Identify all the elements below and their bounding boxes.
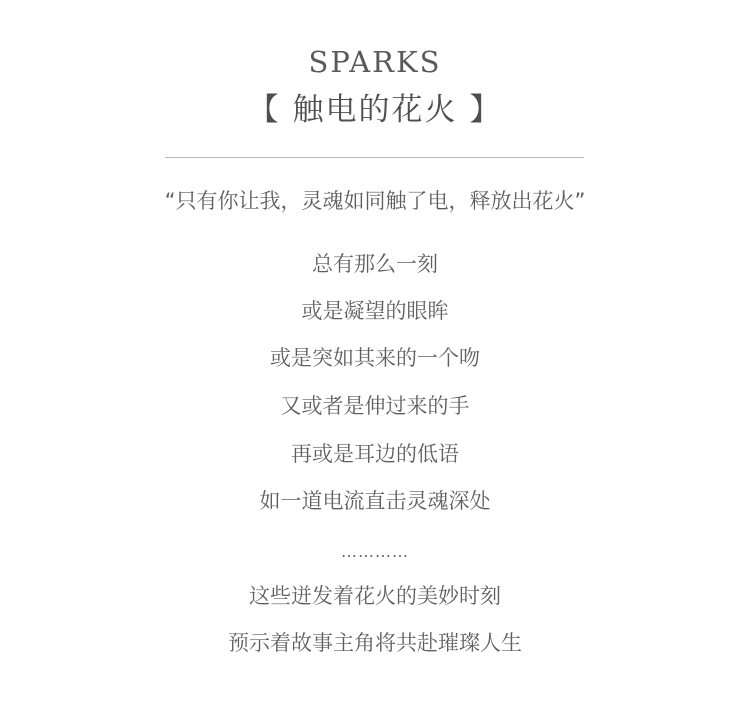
poem-line-8: 预示着故事主角将共赴璀璨人生 xyxy=(228,631,522,655)
quote-text: “只有你让我，灵魂如同触了电，释放出花火” xyxy=(164,189,586,213)
poem-line-3: 或是突如其来的一个吻 xyxy=(270,346,480,370)
title-chinese: 【 触电的花火 】 xyxy=(247,92,503,128)
poem-line-6: 如一道电流直击灵魂深处 xyxy=(259,489,491,513)
poem-line-1: 总有那么一刻 xyxy=(312,252,438,276)
poem-line-2: 或是凝望的眼眸 xyxy=(301,299,449,323)
poem-line-4: 又或者是伸过来的手 xyxy=(280,394,470,418)
title-english: SPARKS xyxy=(308,45,442,79)
poem-line-5: 再或是耳边的低语 xyxy=(291,442,459,466)
ellipsis-separator: ………… xyxy=(341,542,409,561)
poem-line-7: 这些迸发着花火的美妙时刻 xyxy=(249,584,501,608)
divider-line xyxy=(165,157,584,158)
